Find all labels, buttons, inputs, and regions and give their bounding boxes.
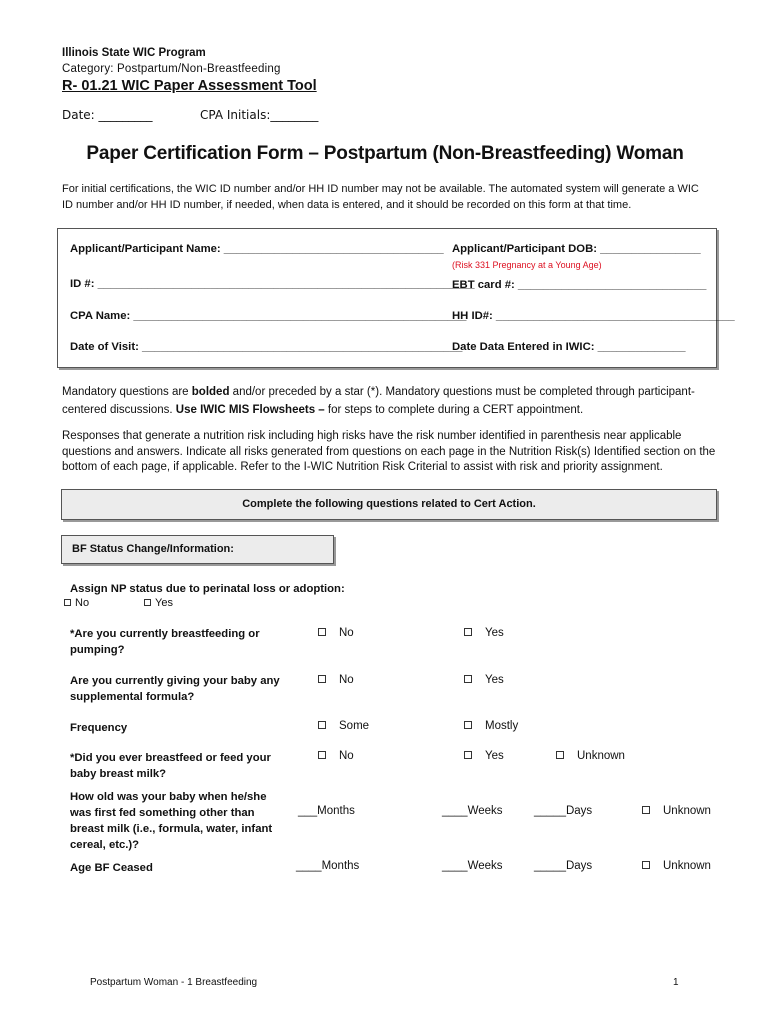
page-number: 1 [673,977,679,988]
checkbox-icon[interactable] [464,751,472,759]
q1-no-option[interactable]: No [318,627,354,639]
question-age-bf-ceased: Age BF Ceased [70,862,153,874]
q1-yes-option[interactable]: Yes [464,627,504,639]
checkbox-icon[interactable] [318,751,326,759]
q6-weeks-field[interactable]: ____Weeks [442,860,503,872]
q6-months-field[interactable]: ____Months [296,860,360,872]
mandatory-note: Mandatory questions are bolded and/or preceded by a star (*). Mandatory questions must be completed through participant-centered discussions. Use IWIC MIS Flowsheets – for steps to complete during a CERT appointment. [62,386,695,416]
q3-some-option[interactable]: Some [318,720,369,732]
id-number-field[interactable]: ID #: ____________________________________________________________ [70,278,475,290]
checkbox-icon[interactable] [144,599,151,606]
np-no-option[interactable]: No [64,597,89,609]
responses-note: Responses that generate a nutrition risk including high risks have the risk number identified in parenthesis near applicable questions and answers. Indicate all risks generated from questions on each page in the Nutrition Risk(s) Identified section on the bottom of each page, if applicable. Refer to the I-WIC Nutrition Risk Criterial to assist with risk and priority assignment. [62,430,716,473]
tool-title: R- 01.21 WIC Paper Assessment Tool [62,78,317,94]
checkbox-icon[interactable] [642,806,650,814]
bf-status-header: BF Status Change/Information: [61,535,334,564]
q5-days-field[interactable]: _____Days [534,805,593,817]
checkbox-icon[interactable] [642,861,650,869]
date-of-visit-field[interactable]: Date of Visit: ___________________________________________________ [70,341,463,353]
q6-unknown-option[interactable]: Unknown [642,860,711,872]
question-frequency: Frequency [70,722,128,734]
form-title: Paper Certification Form – Postpartum (Non-Breastfeeding) Woman [86,143,684,164]
q6-days-field[interactable]: _____Days [534,860,593,872]
program-name: Illinois State WIC Program [62,47,206,59]
np-status-question: Assign NP status due to perinatal loss or adoption: [70,583,345,595]
category-line: Category: Postpartum/Non-Breastfeeding [62,63,281,75]
checkbox-icon[interactable] [556,751,564,759]
checkbox-icon[interactable] [464,628,472,636]
cert-action-header: Complete the following questions related to Cert Action. [61,489,717,520]
checkbox-icon[interactable] [464,675,472,683]
dob-risk-note: (Risk 331 Pregnancy at a Young Age) [452,260,602,270]
page-footer: Postpartum Woman - 1 Breastfeeding [90,977,258,988]
cpa-initials-field[interactable]: CPA Initials:________ [200,108,319,122]
date-entered-field[interactable]: Date Data Entered in IWIC: ______________ [452,341,686,353]
np-yes-option[interactable]: Yes [144,597,173,609]
intro-paragraph: For initial certifications, the WIC ID number and/or HH ID number may not be available. The automated system will generate a WIC ID number and/or HH ID number, if needed, when data is entered, and it should be recorded on this form at that time. [62,183,699,211]
ebt-card-field[interactable]: EBT card #: ______________________________ [452,279,707,291]
checkbox-icon[interactable] [318,721,326,729]
q4-no-option[interactable]: No [318,750,354,762]
hh-id-field[interactable]: HH ID#: ______________________________________ [452,310,735,322]
question-breastfeeding: *Are you currently breastfeeding or pumping? [70,628,260,656]
q4-unknown-option[interactable]: Unknown [556,750,625,762]
q5-unknown-option[interactable]: Unknown [642,805,711,817]
q4-yes-option[interactable]: Yes [464,750,504,762]
q5-weeks-field[interactable]: ____Weeks [442,805,503,817]
date-field[interactable]: Date: _________ [62,108,153,122]
checkbox-icon[interactable] [318,675,326,683]
checkbox-icon[interactable] [464,721,472,729]
q2-yes-option[interactable]: Yes [464,674,504,686]
question-formula: Are you currently giving your baby any supplemental formula? [70,675,280,703]
question-first-fed-age: How old was your baby when he/she was first fed something other than breast milk (i.e., formula, water, infant cereal, etc.)? [70,791,273,851]
checkbox-icon[interactable] [318,628,326,636]
q2-no-option[interactable]: No [318,674,354,686]
checkbox-icon[interactable] [64,599,71,606]
participant-name-field[interactable]: Applicant/Participant Name: ___________________________________ [70,243,444,255]
participant-dob-field[interactable]: Applicant/Participant DOB: ________________ [452,243,701,255]
q5-months-field[interactable]: ___Months [298,805,355,817]
question-ever-breastfeed: *Did you ever breastfeed or feed your baby breast milk? [70,752,271,780]
cpa-name-field[interactable]: CPA Name: _____________________________________________________ [70,310,467,322]
q3-mostly-option[interactable]: Mostly [464,720,518,732]
